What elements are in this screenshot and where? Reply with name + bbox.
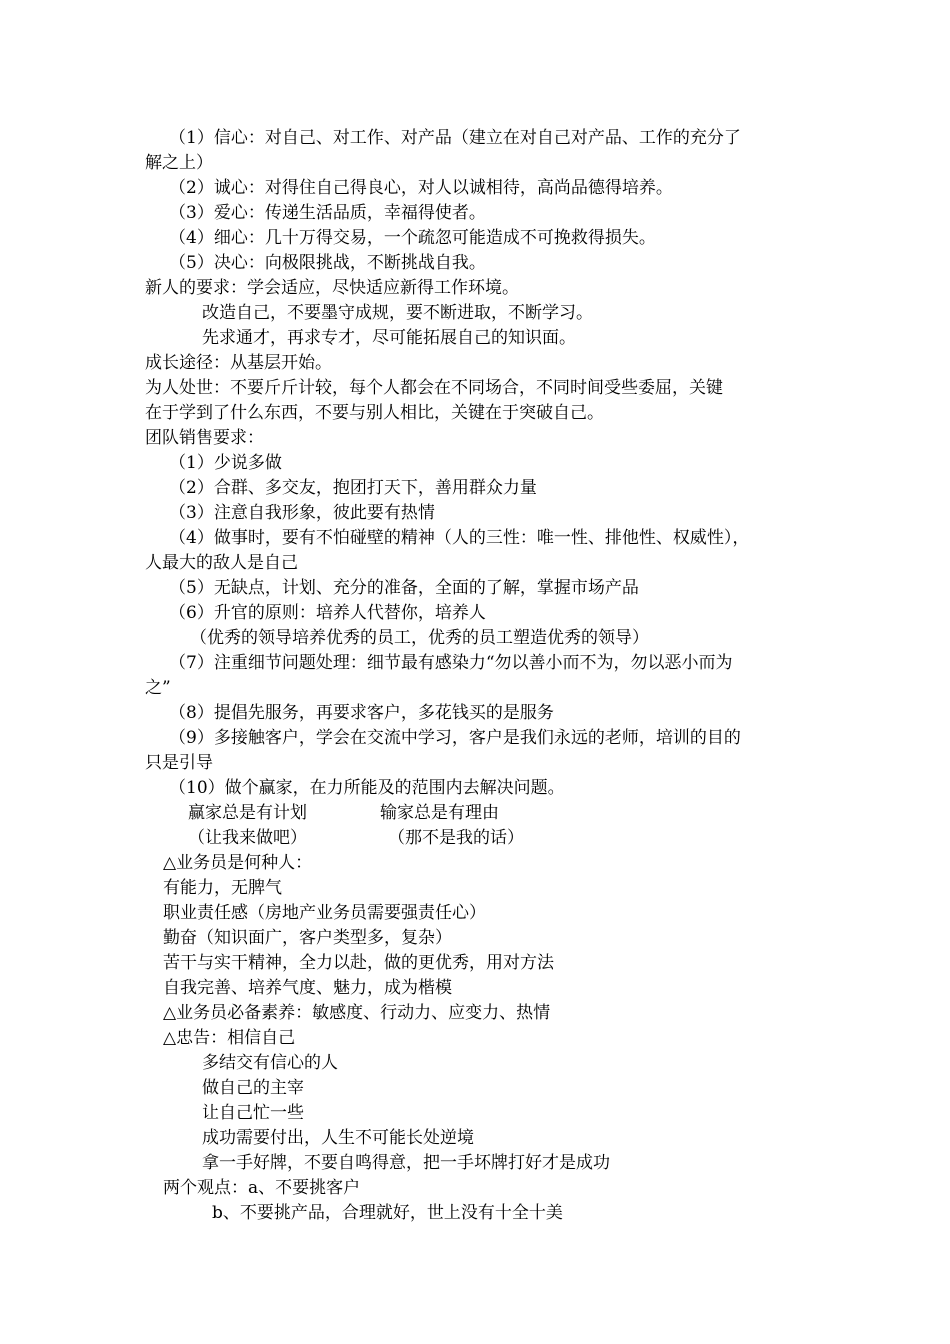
text-line: （1）信心：对自己、对工作、对产品（建立在对自己对产品、工作的充分了 (169, 128, 741, 148)
text-line: 自我完善、培养气度、魅力，成为楷模 (163, 978, 452, 998)
text-line: 有能力，无脾气 (163, 878, 282, 898)
text-line: △业务员是何种人： (163, 853, 313, 873)
text-line: b、不要挑产品，合理就好，世上没有十全十美 (212, 1203, 563, 1223)
text-line: 在于学到了什么东西，不要与别人相比，关键在于突破自己。 (145, 403, 604, 423)
text-line: （5）决心：向极限挑战，不断挑战自我。 (169, 253, 486, 273)
text-line: 人最大的敌人是自己 (145, 553, 298, 573)
text-line: （7）注重细节问题处理：细节最有感染力“勿以善小而不为，勿以恶小而为 (169, 653, 733, 673)
text-line: （那不是我的话） (388, 828, 524, 848)
text-line: （5）无缺点，计划、充分的准备，全面的了解，掌握市场产品 (169, 578, 639, 598)
text-line: 团队销售要求： (145, 428, 264, 448)
text-line: 两个观点：a、不要挑客户 (163, 1178, 361, 1198)
text-line: （4）细心：几十万得交易，一个疏忽可能造成不可挽救得损失。 (169, 228, 656, 248)
text-line: 多结交有信心的人 (202, 1053, 338, 1073)
text-line: （9）多接触客户，学会在交流中学习，客户是我们永远的老师，培训的目的 (169, 728, 741, 748)
text-line: （3）爱心：传递生活品质，幸福得使者。 (169, 203, 486, 223)
text-line: 只是引导 (145, 753, 213, 773)
text-line: （2）合群、多交友，抱团打天下，善用群众力量 (169, 478, 537, 498)
text-line: △忠告：相信自己 (163, 1028, 296, 1048)
text-line: 之” (145, 678, 171, 698)
text-line: 先求通才，再求专才，尽可能拓展自己的知识面。 (202, 328, 576, 348)
text-line: 改造自己，不要墨守成规，要不断进取，不断学习。 (202, 303, 593, 323)
text-line: △业务员必备素养：敏感度、行动力、应变力、热情 (163, 1003, 551, 1023)
text-line: 输家总是有理由 (380, 803, 499, 823)
text-line: 苦干与实干精神，全力以赴，做的更优秀，用对方法 (163, 953, 554, 973)
text-line: 解之上） (145, 153, 213, 173)
text-line: 新人的要求：学会适应，尽快适应新得工作环境。 (145, 278, 519, 298)
text-line: （2）诚心：对得住自己得良心，对人以诚相待，高尚品德得培养。 (169, 178, 673, 198)
text-line: （6）升官的原则：培养人代替你，培养人 (169, 603, 486, 623)
text-line: （3）注意自我形象，彼此要有热情 (169, 503, 435, 523)
text-line: 成功需要付出，人生不可能长处逆境 (202, 1128, 474, 1148)
text-line: 成长途径：从基层开始。 (145, 353, 332, 373)
text-line: 拿一手好牌，不要自鸣得意，把一手坏牌打好才是成功 (202, 1153, 610, 1173)
text-line: （8）提倡先服务，再要求客户，多花钱买的是服务 (169, 703, 554, 723)
text-line: （10）做个赢家，在力所能及的范围内去解决问题。 (169, 778, 565, 798)
text-line: 赢家总是有计划 (188, 803, 307, 823)
text-line: 让自己忙一些 (202, 1103, 304, 1123)
text-line: 做自己的主宰 (202, 1078, 304, 1098)
text-line: （优秀的领导培养优秀的员工，优秀的员工塑造优秀的领导） (190, 628, 649, 648)
text-line: （让我来做吧） (188, 828, 307, 848)
text-line: （4）做事时，要有不怕碰壁的精神（人的三性：唯一性、排他性、权威性）， (169, 528, 750, 548)
text-line: 勤奋（知识面广，客户类型多，复杂） (163, 928, 452, 948)
text-line: 为人处世：不要斤斤计较，每个人都会在不同场合，不同时间受些委屈，关键 (145, 378, 723, 398)
text-line: 职业责任感（房地产业务员需要强责任心） (163, 903, 486, 923)
text-line: （1）少说多做 (169, 453, 282, 473)
